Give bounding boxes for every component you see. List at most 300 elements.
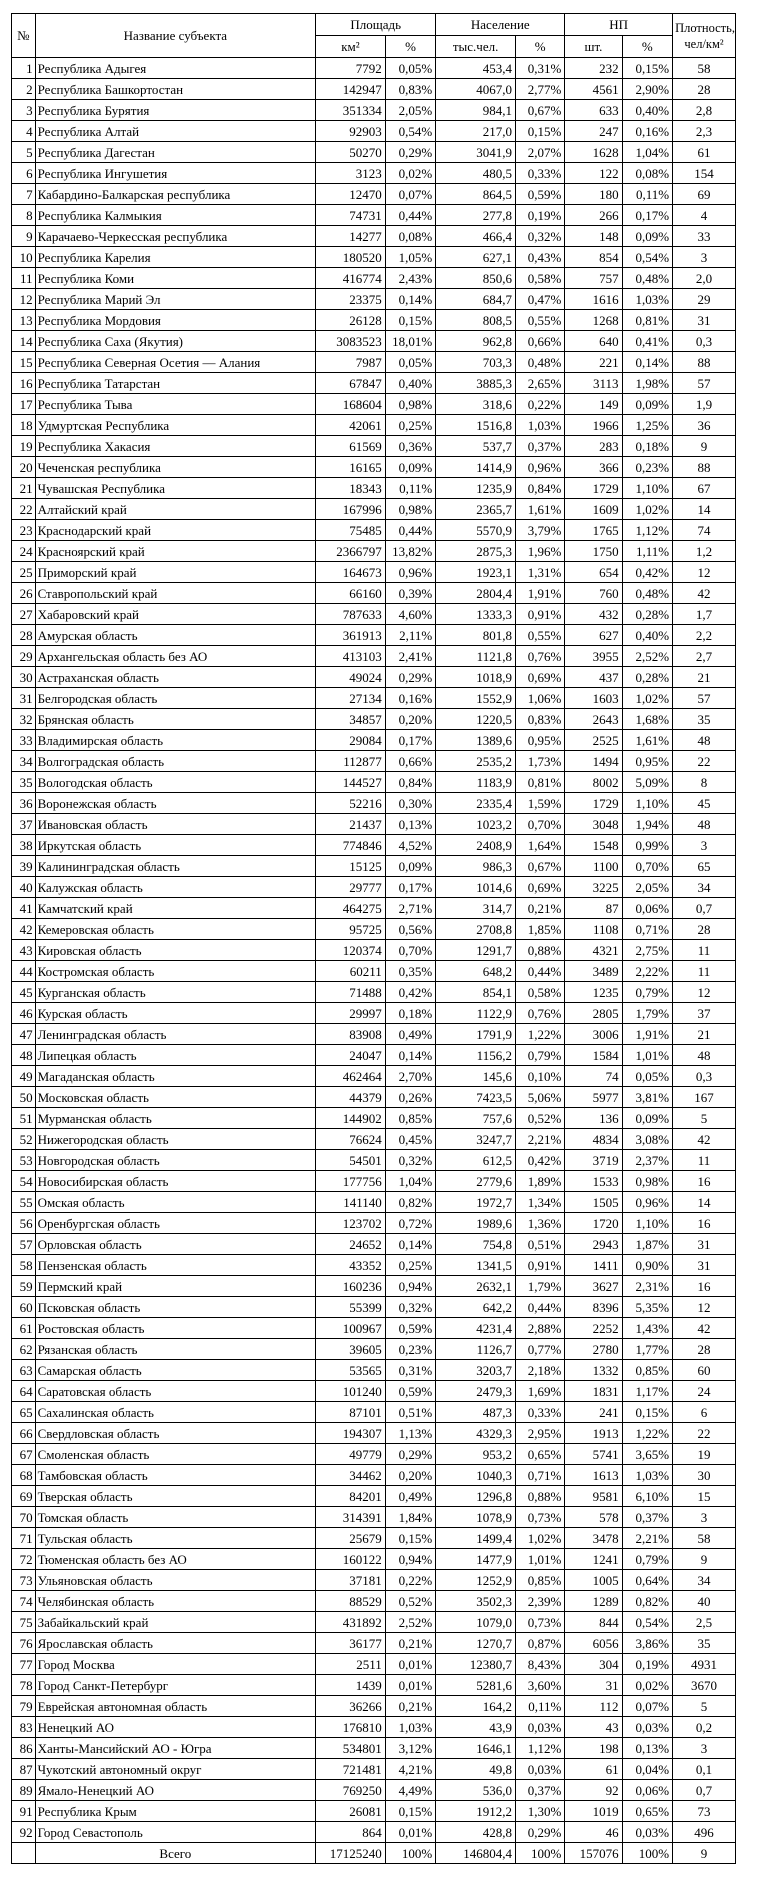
density: 28 <box>673 1339 736 1360</box>
table-row <box>12 1759 736 1780</box>
row-number: 60 <box>12 1297 36 1318</box>
population: 4067,0 <box>436 79 516 100</box>
population: 1552,9 <box>436 688 516 709</box>
area-pct: 0,49% <box>385 1486 436 1507</box>
area-km2: 74731 <box>316 205 386 226</box>
np-pct: 1,43% <box>622 1318 673 1339</box>
row-number: 51 <box>12 1108 36 1129</box>
row-number: 5 <box>12 142 36 163</box>
region-name: Республика Карелия <box>35 247 316 268</box>
np-count: 5977 <box>565 1087 622 1108</box>
density: 1,7 <box>673 604 736 625</box>
subheader-pop-thousands: тыс.чел. <box>436 36 516 58</box>
table-row <box>12 163 736 184</box>
np-count: 1750 <box>565 541 622 562</box>
row-number: 55 <box>12 1192 36 1213</box>
np-count: 1603 <box>565 688 622 709</box>
density: 5 <box>673 1108 736 1129</box>
population: 3247,7 <box>436 1129 516 1150</box>
table-row <box>12 730 736 751</box>
np-count: 854 <box>565 247 622 268</box>
area-pct: 0,29% <box>385 142 436 163</box>
population: 2535,2 <box>436 751 516 772</box>
area-km2: 26081 <box>316 1801 386 1822</box>
region-name: Оренбургская область <box>35 1213 316 1234</box>
area-pct: 0,21% <box>385 1633 436 1654</box>
population-pct: 1,01% <box>515 1549 564 1570</box>
np-pct: 0,79% <box>622 982 673 1003</box>
area-pct: 0,14% <box>385 1045 436 1066</box>
population: 1516,8 <box>436 415 516 436</box>
population-pct: 2,65% <box>515 373 564 394</box>
population: 627,1 <box>436 247 516 268</box>
row-number: 1 <box>12 58 36 79</box>
row-number: 36 <box>12 793 36 814</box>
area-pct: 0,08% <box>385 226 436 247</box>
area-pct: 0,17% <box>385 877 436 898</box>
area-pct: 0,25% <box>385 415 436 436</box>
population: 1414,9 <box>436 457 516 478</box>
np-pct: 0,02% <box>622 1675 673 1696</box>
population: 1341,5 <box>436 1255 516 1276</box>
table-row <box>12 352 736 373</box>
region-name: Еврейская автономная область <box>35 1696 316 1717</box>
region-name: Тюменская область без АО <box>35 1549 316 1570</box>
region-name: Архангельская область без АО <box>35 646 316 667</box>
np-count: 2643 <box>565 709 622 730</box>
np-count: 654 <box>565 562 622 583</box>
density: 24 <box>673 1381 736 1402</box>
area-pct: 0,16% <box>385 688 436 709</box>
row-number: 53 <box>12 1150 36 1171</box>
density: 21 <box>673 667 736 688</box>
np-count: 8396 <box>565 1297 622 1318</box>
area-km2: 141140 <box>316 1192 386 1213</box>
area-pct: 4,52% <box>385 835 436 856</box>
table-row <box>12 499 736 520</box>
np-pct: 2,75% <box>622 940 673 961</box>
np-pct: 3,65% <box>622 1444 673 1465</box>
table-row <box>12 394 736 415</box>
area-pct: 0,01% <box>385 1654 436 1675</box>
density: 1,2 <box>673 541 736 562</box>
row-number: 54 <box>12 1171 36 1192</box>
area-pct: 0,14% <box>385 289 436 310</box>
row-number: 35 <box>12 772 36 793</box>
row-number: 2 <box>12 79 36 100</box>
table-row <box>12 919 736 940</box>
row-number: 10 <box>12 247 36 268</box>
area-pct: 0,20% <box>385 709 436 730</box>
area-pct: 0,22% <box>385 1570 436 1591</box>
area-pct: 4,60% <box>385 604 436 625</box>
area-pct: 0,59% <box>385 1381 436 1402</box>
density: 65 <box>673 856 736 877</box>
np-pct: 2,21% <box>622 1528 673 1549</box>
density: 31 <box>673 1234 736 1255</box>
table-row <box>12 1255 736 1276</box>
region-name: Калужская область <box>35 877 316 898</box>
np-count: 1005 <box>565 1570 622 1591</box>
population-pct: 0,59% <box>515 184 564 205</box>
area-pct: 0,23% <box>385 1339 436 1360</box>
np-count: 247 <box>565 121 622 142</box>
area-km2: 29777 <box>316 877 386 898</box>
population-pct: 3,79% <box>515 520 564 541</box>
population-pct: 1,73% <box>515 751 564 772</box>
region-name: Рязанская область <box>35 1339 316 1360</box>
region-name: Пермский край <box>35 1276 316 1297</box>
area-km2: 361913 <box>316 625 386 646</box>
region-name: Белгородская область <box>35 688 316 709</box>
table-row <box>12 667 736 688</box>
area-km2: 123702 <box>316 1213 386 1234</box>
np-count: 1505 <box>565 1192 622 1213</box>
area-km2: 49024 <box>316 667 386 688</box>
np-count: 148 <box>565 226 622 247</box>
area-pct: 18,01% <box>385 331 436 352</box>
np-count: 578 <box>565 1507 622 1528</box>
region-name: Волгоградская область <box>35 751 316 772</box>
population: 808,5 <box>436 310 516 331</box>
area-pct: 0,94% <box>385 1276 436 1297</box>
density: 16 <box>673 1213 736 1234</box>
row-number: 8 <box>12 205 36 226</box>
np-count: 92 <box>565 1780 622 1801</box>
row-number: 59 <box>12 1276 36 1297</box>
row-number: 76 <box>12 1633 36 1654</box>
area-pct: 0,70% <box>385 940 436 961</box>
area-pct: 0,13% <box>385 814 436 835</box>
total-np-pct: 100% <box>622 1843 673 1864</box>
area-km2: 36177 <box>316 1633 386 1654</box>
np-pct: 1,77% <box>622 1339 673 1360</box>
population-pct: 0,03% <box>515 1717 564 1738</box>
region-name: Свердловская область <box>35 1423 316 1444</box>
population: 1252,9 <box>436 1570 516 1591</box>
table-row <box>12 688 736 709</box>
np-pct: 0,41% <box>622 331 673 352</box>
density: 11 <box>673 940 736 961</box>
area-pct: 0,07% <box>385 184 436 205</box>
area-pct: 0,09% <box>385 856 436 877</box>
area-km2: 34857 <box>316 709 386 730</box>
np-count: 1609 <box>565 499 622 520</box>
region-name: Астраханская область <box>35 667 316 688</box>
np-pct: 0,81% <box>622 310 673 331</box>
np-pct: 0,96% <box>622 1192 673 1213</box>
density: 0,7 <box>673 898 736 919</box>
region-name: Республика Тыва <box>35 394 316 415</box>
table-row <box>12 142 736 163</box>
population-pct: 0,47% <box>515 289 564 310</box>
density: 8 <box>673 772 736 793</box>
np-pct: 0,90% <box>622 1255 673 1276</box>
density: 14 <box>673 499 736 520</box>
population: 648,2 <box>436 961 516 982</box>
row-number: 83 <box>12 1717 36 1738</box>
region-name: Ульяновская область <box>35 1570 316 1591</box>
region-name: Город Севастополь <box>35 1822 316 1843</box>
np-pct: 0,40% <box>622 100 673 121</box>
population-pct: 0,83% <box>515 709 564 730</box>
np-pct: 1,79% <box>622 1003 673 1024</box>
population: 3502,3 <box>436 1591 516 1612</box>
population: 1912,2 <box>436 1801 516 1822</box>
population-pct: 0,10% <box>515 1066 564 1087</box>
density: 34 <box>673 1570 736 1591</box>
table-row <box>12 646 736 667</box>
row-number: 79 <box>12 1696 36 1717</box>
row-number: 65 <box>12 1402 36 1423</box>
np-count: 3006 <box>565 1024 622 1045</box>
area-km2: 3123 <box>316 163 386 184</box>
region-name: Саратовская область <box>35 1381 316 1402</box>
population: 1220,5 <box>436 709 516 730</box>
np-count: 1533 <box>565 1171 622 1192</box>
np-pct: 1,98% <box>622 373 673 394</box>
table-row <box>12 58 736 79</box>
row-number: 48 <box>12 1045 36 1066</box>
table-row <box>12 835 736 856</box>
row-number: 70 <box>12 1507 36 1528</box>
density: 48 <box>673 730 736 751</box>
density: 9 <box>673 436 736 457</box>
table-row <box>12 1087 736 1108</box>
area-pct: 4,49% <box>385 1780 436 1801</box>
area-pct: 0,35% <box>385 961 436 982</box>
population: 1040,3 <box>436 1465 516 1486</box>
area-km2: 60211 <box>316 961 386 982</box>
density: 58 <box>673 1528 736 1549</box>
region-name: Республика Дагестан <box>35 142 316 163</box>
density: 35 <box>673 709 736 730</box>
np-count: 2943 <box>565 1234 622 1255</box>
table-row <box>12 1528 736 1549</box>
table-row <box>12 1570 736 1591</box>
area-km2: 774846 <box>316 835 386 856</box>
area-pct: 0,21% <box>385 1696 436 1717</box>
area-km2: 36266 <box>316 1696 386 1717</box>
np-count: 8002 <box>565 772 622 793</box>
population-pct: 0,88% <box>515 1486 564 1507</box>
np-count: 1494 <box>565 751 622 772</box>
table-row <box>12 331 736 352</box>
col-header-np: НП <box>565 14 673 36</box>
density: 0,7 <box>673 1780 736 1801</box>
population: 537,7 <box>436 436 516 457</box>
area-pct: 1,03% <box>385 1717 436 1738</box>
np-pct: 0,11% <box>622 184 673 205</box>
np-count: 232 <box>565 58 622 79</box>
row-number: 34 <box>12 751 36 772</box>
area-pct: 3,12% <box>385 1738 436 1759</box>
population-pct: 1,34% <box>515 1192 564 1213</box>
area-pct: 0,66% <box>385 751 436 772</box>
table-body <box>12 58 736 1843</box>
population-pct: 0,79% <box>515 1045 564 1066</box>
density: 16 <box>673 1171 736 1192</box>
np-count: 4834 <box>565 1129 622 1150</box>
table-row <box>12 856 736 877</box>
density: 58 <box>673 58 736 79</box>
area-pct: 13,82% <box>385 541 436 562</box>
population: 1079,0 <box>436 1612 516 1633</box>
row-number: 31 <box>12 688 36 709</box>
area-pct: 0,26% <box>385 1087 436 1108</box>
total-row <box>12 1843 736 1864</box>
np-count: 1616 <box>565 289 622 310</box>
density: 14 <box>673 1192 736 1213</box>
population: 984,1 <box>436 100 516 121</box>
row-number: 17 <box>12 394 36 415</box>
np-pct: 2,31% <box>622 1276 673 1297</box>
table-row <box>12 772 736 793</box>
np-pct: 0,23% <box>622 457 673 478</box>
population-pct: 0,15% <box>515 121 564 142</box>
population-pct: 0,44% <box>515 1297 564 1318</box>
population: 986,3 <box>436 856 516 877</box>
density: 22 <box>673 1423 736 1444</box>
population-pct: 1,61% <box>515 499 564 520</box>
area-km2: 534801 <box>316 1738 386 1759</box>
table-row <box>12 1381 736 1402</box>
row-number: 30 <box>12 667 36 688</box>
area-km2: 44379 <box>316 1087 386 1108</box>
np-pct: 2,22% <box>622 961 673 982</box>
header-row-1 <box>12 14 736 36</box>
density: 2,7 <box>673 646 736 667</box>
row-number: 22 <box>12 499 36 520</box>
subheader-area-km2: км² <box>316 36 386 58</box>
population-pct: 0,73% <box>515 1612 564 1633</box>
area-km2: 3083523 <box>316 331 386 352</box>
population-pct: 0,84% <box>515 478 564 499</box>
population: 5570,9 <box>436 520 516 541</box>
area-km2: 29997 <box>316 1003 386 1024</box>
density: 6 <box>673 1402 736 1423</box>
np-pct: 0,06% <box>622 1780 673 1801</box>
row-number: 78 <box>12 1675 36 1696</box>
table-row <box>12 79 736 100</box>
area-pct: 0,98% <box>385 394 436 415</box>
region-name: Самарская область <box>35 1360 316 1381</box>
np-pct: 3,08% <box>622 1129 673 1150</box>
area-pct: 0,96% <box>385 562 436 583</box>
population: 12380,7 <box>436 1654 516 1675</box>
density: 42 <box>673 1129 736 1150</box>
row-number: 26 <box>12 583 36 604</box>
np-pct: 0,13% <box>622 1738 673 1759</box>
region-name: Ивановская область <box>35 814 316 835</box>
np-count: 9581 <box>565 1486 622 1507</box>
np-pct: 0,70% <box>622 856 673 877</box>
density: 28 <box>673 79 736 100</box>
region-name: Республика Хакасия <box>35 436 316 457</box>
table-row <box>12 1192 736 1213</box>
area-km2: 120374 <box>316 940 386 961</box>
row-number: 42 <box>12 919 36 940</box>
np-pct: 0,40% <box>622 625 673 646</box>
area-km2: 95725 <box>316 919 386 940</box>
table-row <box>12 247 736 268</box>
np-pct: 2,52% <box>622 646 673 667</box>
np-pct: 1,17% <box>622 1381 673 1402</box>
table-row <box>12 1129 736 1150</box>
np-count: 640 <box>565 331 622 352</box>
area-pct: 1,13% <box>385 1423 436 1444</box>
region-name: Владимирская область <box>35 730 316 751</box>
population: 318,6 <box>436 394 516 415</box>
area-pct: 0,56% <box>385 919 436 940</box>
area-km2: 112877 <box>316 751 386 772</box>
table-row <box>12 541 736 562</box>
area-km2: 25679 <box>316 1528 386 1549</box>
population: 1023,2 <box>436 814 516 835</box>
population: 642,2 <box>436 1297 516 1318</box>
np-count: 1235 <box>565 982 622 1003</box>
population-pct: 0,22% <box>515 394 564 415</box>
area-pct: 1,84% <box>385 1507 436 1528</box>
np-pct: 1,04% <box>622 142 673 163</box>
area-km2: 87101 <box>316 1402 386 1423</box>
np-pct: 1,68% <box>622 709 673 730</box>
area-pct: 0,42% <box>385 982 436 1003</box>
density: 3670 <box>673 1675 736 1696</box>
area-km2: 39605 <box>316 1339 386 1360</box>
density: 21 <box>673 1024 736 1045</box>
region-name: Республика Мордовия <box>35 310 316 331</box>
row-number: 92 <box>12 1822 36 1843</box>
population-pct: 0,52% <box>515 1108 564 1129</box>
region-name: Смоленская область <box>35 1444 316 1465</box>
np-pct: 2,05% <box>622 877 673 898</box>
population-pct: 0,48% <box>515 352 564 373</box>
population-pct: 1,36% <box>515 1213 564 1234</box>
np-pct: 0,37% <box>622 1507 673 1528</box>
area-km2: 49779 <box>316 1444 386 1465</box>
density: 0,3 <box>673 1066 736 1087</box>
density: 2,5 <box>673 1612 736 1633</box>
area-pct: 0,83% <box>385 79 436 100</box>
np-pct: 0,48% <box>622 268 673 289</box>
subheader-np-count: шт. <box>565 36 622 58</box>
area-km2: 26128 <box>316 310 386 331</box>
region-name: Республика Алтай <box>35 121 316 142</box>
np-pct: 3,86% <box>622 1633 673 1654</box>
region-name: Псковская область <box>35 1297 316 1318</box>
np-pct: 0,18% <box>622 436 673 457</box>
population: 1499,4 <box>436 1528 516 1549</box>
table-row <box>12 1339 736 1360</box>
np-pct: 0,42% <box>622 562 673 583</box>
density: 19 <box>673 1444 736 1465</box>
population: 217,0 <box>436 121 516 142</box>
row-number: 66 <box>12 1423 36 1444</box>
population-pct: 0,32% <box>515 226 564 247</box>
area-pct: 0,84% <box>385 772 436 793</box>
population-pct: 1,89% <box>515 1171 564 1192</box>
population: 3041,9 <box>436 142 516 163</box>
density: 45 <box>673 793 736 814</box>
area-pct: 0,29% <box>385 1444 436 1465</box>
area-km2: 66160 <box>316 583 386 604</box>
np-pct: 3,81% <box>622 1087 673 1108</box>
np-pct: 0,19% <box>622 1654 673 1675</box>
population-pct: 1,31% <box>515 562 564 583</box>
area-pct: 0,98% <box>385 499 436 520</box>
region-name: Ненецкий АО <box>35 1717 316 1738</box>
